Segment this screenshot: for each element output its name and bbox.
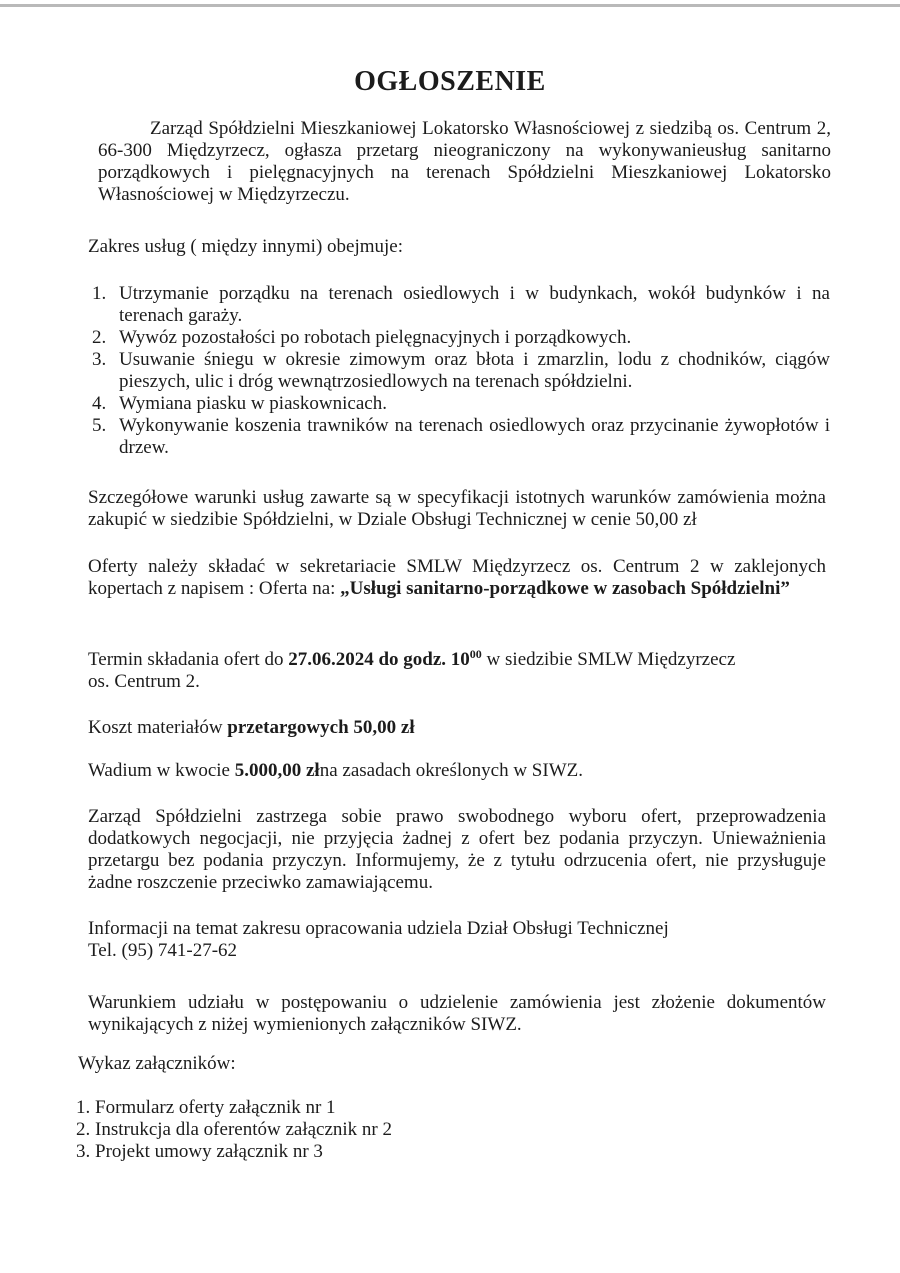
task-number: 5.: [92, 415, 107, 436]
offers-paragraph: [88, 556, 826, 600]
task-item: [92, 283, 830, 327]
attachment-item: [76, 1119, 392, 1141]
task-text: Wywóz pozostałości po robotach pielęgnacyjnych i porządkowych.: [119, 327, 632, 348]
participation-text: Warunkiem udziału w postępowaniu o udzielenie zamówienia jest złożenie dokumentów wynikających z niżej wymienionych załączników SIWZ.: [88, 992, 826, 1035]
deposit-suffix: na zasadach określonych w SIWZ.: [319, 760, 583, 781]
attachment-text: Instrukcja dla oferentów załącznik nr 2: [95, 1119, 393, 1140]
reservation-paragraph: Zarząd Spółdzielni zastrzega sobie prawo swobodnego wyboru ofert, przeprowadzenia dodatkowych negocjacji, nie przyjęcia żadnej z ofert bez podania przyczyn. Unieważnienia przetargu bez podania przyczyn. Informujemy, że z tytułu odrzucenia ofert, nie przysługuje żadne roszczenie przeciwko zamawiającemu.: [88, 806, 826, 893]
deposit-paragraph: [88, 760, 826, 782]
task-text: Wykonywanie koszenia trawników na terenach osiedlowych oraz przycinanie żywopłotów i drzew.: [119, 415, 830, 458]
task-item: [92, 327, 830, 349]
task-item: [92, 415, 830, 459]
attachment-text: Projekt umowy załącznik nr 3: [95, 1141, 323, 1162]
task-number: 4.: [92, 393, 107, 414]
info-line: Informacji na temat zakresu opracowania udziela Dział Obsługi Technicznej: [88, 918, 669, 939]
attachments-heading: Wykaz załączników:: [78, 1053, 236, 1074]
participation-paragraph: [88, 992, 826, 1036]
task-number: 2.: [92, 327, 107, 348]
cost-amount: przetargowych 50,00 zł: [227, 717, 415, 738]
deposit-prefix: Wadium w kwocie: [88, 760, 230, 781]
task-number: 3.: [92, 349, 107, 370]
task-text: Usuwanie śniegu w okresie zimowym oraz błota i zmarzlin, lodu z chodników, ciągów pieszych, ulic i dróg wewnątrzosiedlowych na terenach spółdzielni.: [119, 349, 830, 392]
attachment-list: [76, 1097, 392, 1163]
task-item: [92, 349, 830, 393]
deadline-minutes: 00: [469, 647, 482, 661]
offers-subject: „Usługi sanitarno-porządkowe w zasobach Spółdzielni”: [340, 578, 790, 599]
task-list: [92, 283, 830, 459]
attachment-item: [76, 1097, 392, 1119]
info-paragraph: [88, 918, 826, 962]
deadline-location: os. Centrum 2.: [88, 671, 200, 692]
task-item: [92, 393, 830, 415]
task-text: Wymiana piasku w piaskownicach.: [119, 393, 387, 414]
deadline-paragraph: [88, 649, 826, 693]
attachment-number: 2.: [76, 1119, 91, 1140]
deadline-prefix: Termin składania ofert do: [88, 649, 284, 670]
deposit-amount: 5.000,00 zł: [234, 760, 320, 781]
info-phone: Tel. (95) 741-27-62: [88, 940, 238, 961]
task-text: Utrzymanie porządku na terenach osiedlowych i w budynkach, wokół budynków i na terenach garaży.: [119, 283, 830, 326]
conditions-paragraph: Szczegółowe warunki usług zawarte są w specyfikacji istotnych warunków zamówienia można zakupić w siedzibie Spółdzielni, w Dziale Obsługi Technicznej w cenie 50,00 zł: [88, 487, 826, 530]
deadline-suffix: w siedzibie SMLW Międzyrzecz: [486, 649, 736, 670]
offers-text: Oferty należy składać w sekretariacie SMLW Międzyrzecz os. Centrum 2 w zaklejonych kopertach z napisem : Oferta na:: [88, 556, 826, 599]
cost-prefix: Koszt materiałów: [88, 717, 223, 738]
intro-paragraph: Zarząd Spółdzielni Mieszkaniowej Lokatorsko Własnościowej z siedzibą os. Centrum 2, 66-300 Międzyrzecz, ogłasza przetarg nieograniczony na wykonywanieusług sanitarno porządkowych i pielęgnacyjnych na terenach Spółdzielni Mieszkaniowej Lokatorsko Własnościowej w Międzyrzeczu.: [98, 118, 831, 205]
task-number: 1.: [92, 283, 107, 304]
scope-heading: Zakres usług ( między innymi) obejmuje:: [88, 236, 404, 257]
cost-paragraph: [88, 717, 826, 739]
attachment-number: 1.: [76, 1097, 91, 1118]
attachment-number: 3.: [76, 1141, 91, 1162]
page-title: OGŁOSZENIE: [354, 66, 546, 97]
attachment-item: [76, 1141, 392, 1163]
attachment-text: Formularz oferty załącznik nr 1: [95, 1097, 336, 1118]
deadline-date: 27.06.2024 do godz. 10: [288, 649, 470, 670]
